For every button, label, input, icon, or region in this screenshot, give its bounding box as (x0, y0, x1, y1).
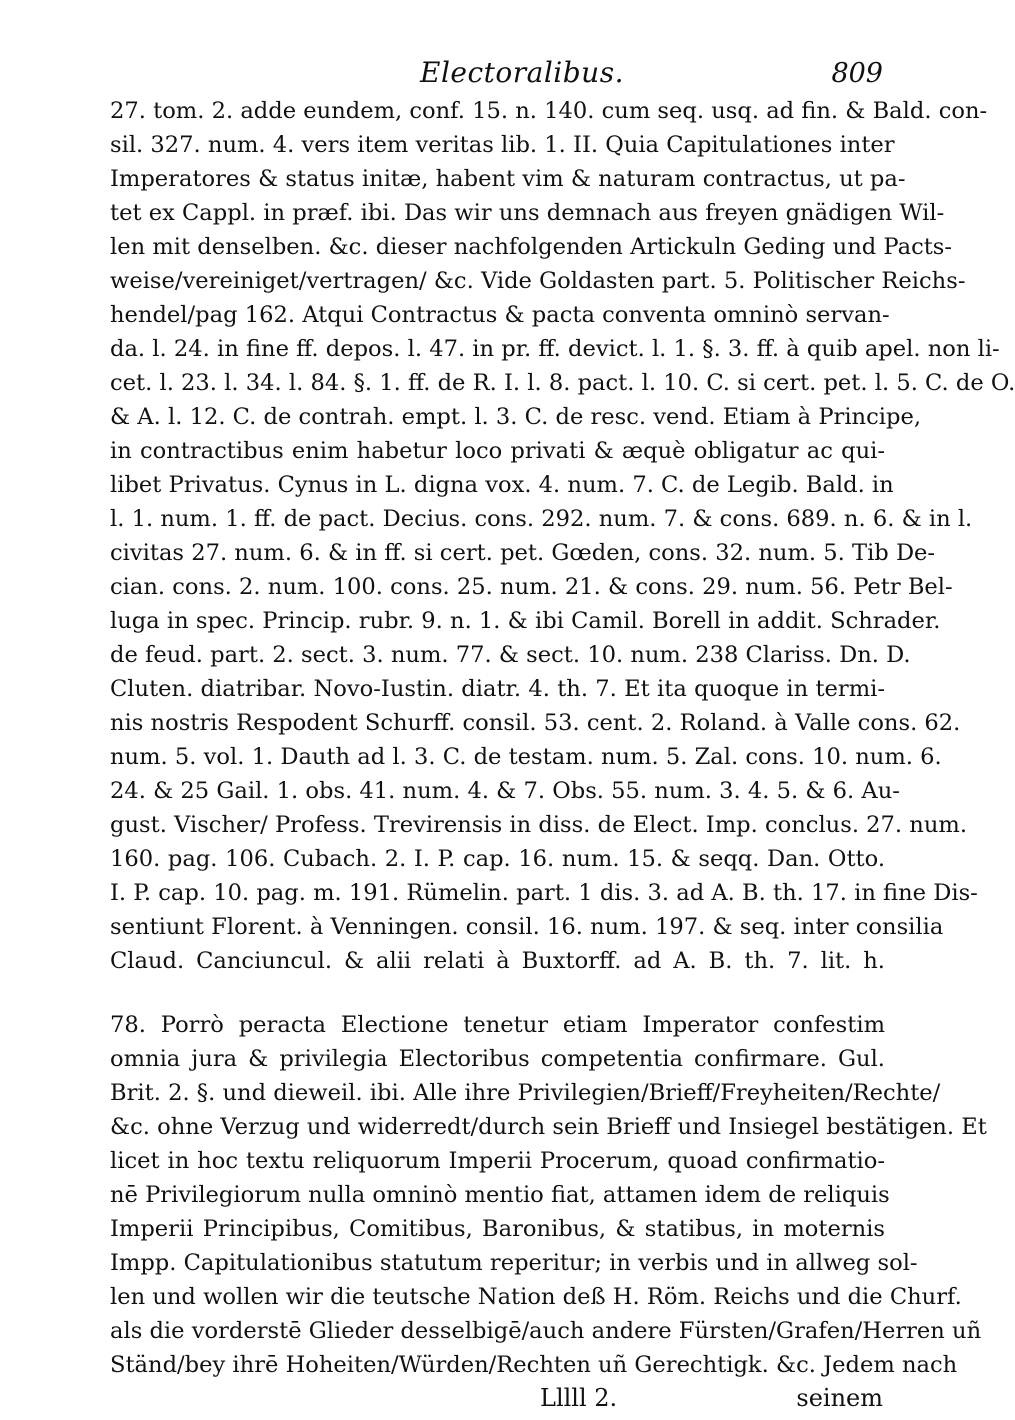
catchword: seinem (796, 1384, 883, 1412)
paragraph-gap (110, 978, 885, 1008)
text-line: Ständ/bey ihrē Hoheiten/Würden/Rechten uñ Gerechtigk. &c. Jedem nach (110, 1352, 958, 1378)
text-line: 160. pag. 106. Cubach. 2. I. P. cap. 16. num. 15. & seqq. Dan. Otto. (110, 846, 885, 872)
signature-mark: Lllll 2. (540, 1384, 618, 1412)
text-line: nis nostris Respodent Schurff. consil. 53. cent. 2. Roland. à Valle cons. 62. (110, 710, 961, 736)
text-line: len mit denselben. &c. dieser nachfolgenden Artickuln Geding und Pacts- (110, 234, 953, 260)
text-line: sentiunt Florent. à Venningen. consil. 16. num. 197. & seq. inter consilia (110, 914, 944, 940)
text-line: len und wollen wir die teutsche Nation deß H. Röm. Reichs und die Churf. (110, 1284, 962, 1310)
text-line: Imperatores & status initæ, habent vim & naturam contractus, ut pa- (110, 166, 906, 192)
text-line: hendel/pag 162. Atqui Contractus & pacta conventa omninò servan- (110, 302, 890, 328)
text-line: I. P. cap. 10. pag. m. 191. Rümelin. part. 1 dis. 3. ad A. B. th. 17. in fine Dis- (110, 880, 978, 906)
text-line: Impp. Capitulationibus statutum reperitur; in verbis und in allweg sol- (110, 1250, 918, 1276)
book-page (110, 48, 1015, 1420)
text-line: Brit. 2. §. und dieweil. ibi. Alle ihre Privilegien/Brieff/Freyheiten/Rechte/ (110, 1080, 941, 1106)
text-line: & A. l. 12. C. de contrah. empt. l. 3. C. de resc. vend. Etiam à Principe, (110, 404, 922, 430)
text-line: da. l. 24. in fine ff. depos. l. 47. in pr. ff. devict. l. 1. §. 3. ff. à quib apel. non li- (110, 336, 1000, 362)
text-line: num. 5. vol. 1. Dauth ad l. 3. C. de testam. num. 5. Zal. cons. 10. num. 6. (110, 744, 942, 770)
text-line: als die vorderstē Glieder desselbigē/auch andere Fürsten/Grafen/Herren uñ (110, 1318, 982, 1344)
paragraph-78 (110, 1008, 987, 1382)
text-line: de feud. part. 2. sect. 3. num. 77. & sect. 10. num. 238 Clariss. Dn. D. (110, 642, 911, 668)
text-line: in contractibus enim habetur loco privati & æquè obligatur ac qui- (110, 438, 885, 464)
text-line: cet. l. 23. l. 34. l. 84. §. 1. ff. de R. I. l. 8. pact. l. 10. C. si cert. pet. l. 5. C. de O. (110, 370, 1015, 396)
text-line: civitas 27. num. 6. & in ff. si cert. pet. Gœden, cons. 32. num. 5. Tib De- (110, 540, 936, 566)
text-line: libet Privatus. Cynus in L. digna vox. 4. num. 7. C. de Legib. Bald. in (110, 472, 894, 498)
text-line: gust. Vischer/ Profess. Trevirensis in diss. de Elect. Imp. conclus. 27. num. (110, 812, 968, 838)
text-line: weise/vereiniget/vertragen/ &c. Vide Goldasten part. 5. Politischer Reichs- (110, 268, 966, 294)
text-line: Cluten. diatribar. Novo-Iustin. diatr. 4. th. 7. Et ita quoque in termi- (110, 676, 885, 702)
text-line: omnia jura & privilegia Electoribus competentia confirmare. Gul. (110, 1046, 885, 1072)
footer-line (110, 1384, 885, 1420)
text-line: Claud. Canciuncul. & alii relati à Buxtorff. ad A. B. th. 7. lit. h. (110, 948, 885, 974)
text-line: cian. cons. 2. num. 100. cons. 25. num. 21. & cons. 29. num. 56. Petr Bel- (110, 574, 953, 600)
running-title: Electoralibus. (420, 56, 624, 89)
text-line: Imperii Principibus, Comitibus, Baronibus, & statibus, in moternis (110, 1216, 885, 1242)
text-line: nē Privilegiorum nulla omninò mentio fiat, attamen idem de reliquis (110, 1182, 890, 1208)
paragraph-77-continuation (110, 94, 1015, 978)
text-line: licet in hoc textu reliquorum Imperii Procerum, quoad confirmatio- (110, 1148, 885, 1174)
page-number: 809 (831, 58, 883, 89)
text-line: 27. tom. 2. adde eundem, conf. 15. n. 140. cum seq. usq. ad fin. & Bald. con- (110, 98, 988, 124)
text-line: 78. Porrò peracta Electione tenetur etiam Imperator confestim (110, 1012, 885, 1038)
text-line: tet ex Cappl. in præf. ibi. Das wir uns demnach aus freyen gnädigen Wil- (110, 200, 945, 226)
text-line: 24. & 25 Gail. 1. obs. 41. num. 4. & 7. Obs. 55. num. 3. 4. 5. & 6. Au- (110, 778, 900, 804)
page-header (110, 48, 885, 94)
text-line: luga in spec. Princip. rubr. 9. n. 1. & ibi Camil. Borell in addit. Schrader. (110, 608, 941, 634)
text-line: &c. ohne Verzug und widerredt/durch sein Brieff und Insiegel bestätigen. Et (110, 1114, 987, 1140)
text-line: l. 1. num. 1. ff. de pact. Decius. cons. 292. num. 7. & cons. 689. n. 6. & in l. (110, 506, 973, 532)
text-line: sil. 327. num. 4. vers item veritas lib. 1. II. Quia Capitulationes inter (110, 132, 895, 158)
